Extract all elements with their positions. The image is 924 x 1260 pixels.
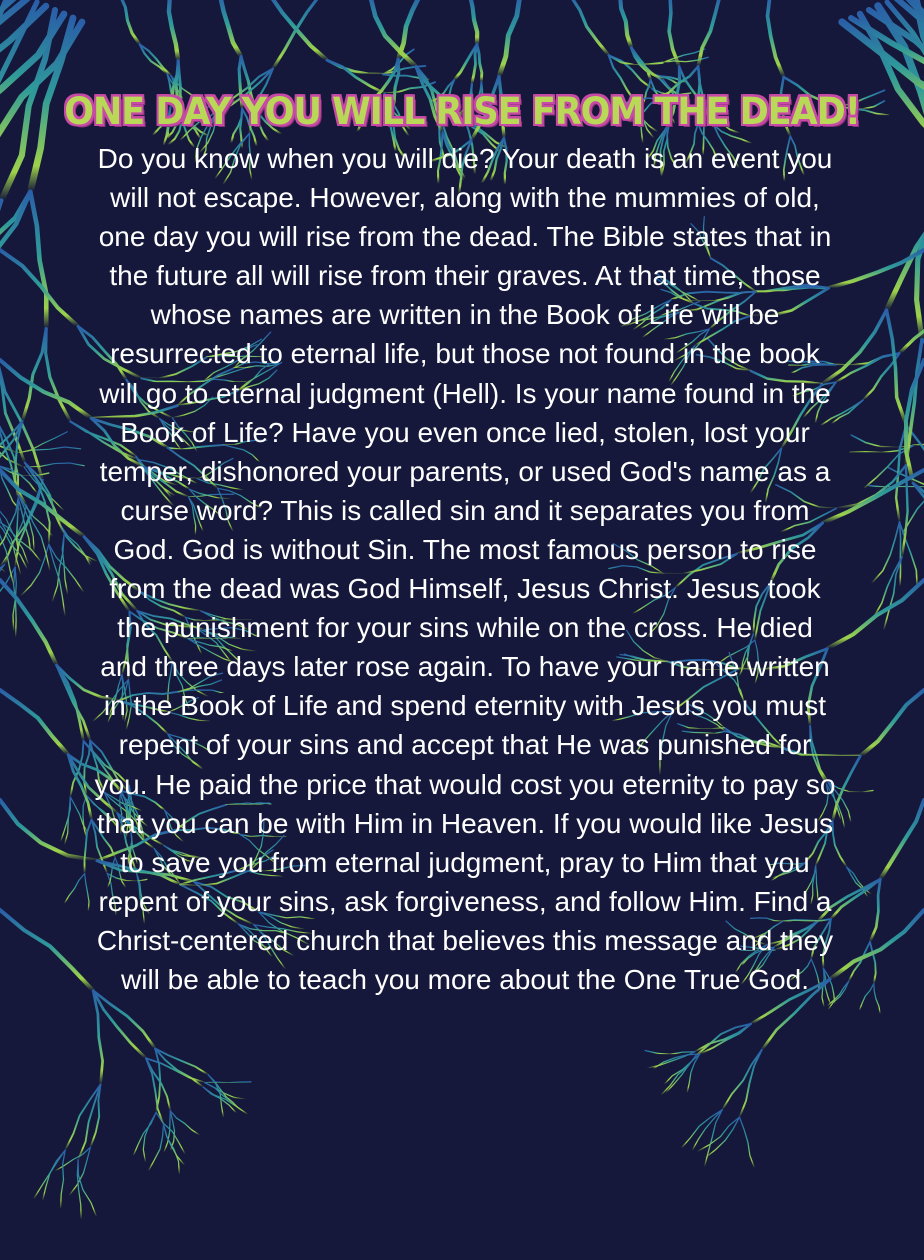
root-branch bbox=[900, 522, 901, 586]
card-body-text: Do you know when you will die? Your death is an event you will not escape. However, along with the mummies of old, one day you will rise from the dead. The Bible states that in the future all will rise from their graves. At that time, those whose names are written in the Book of Life will be resurrected to eternal life, but those not found in the book will go to eternal judgment (Hell). Is your name found in the Book of Life? Have you even once lied, stolen, lost your temper, dishonored your parents, or used God's name as a curse word? This is called sin and it separates you from God. God is without Sin. The most famous person to rise from the dead was God Himself, Jesus Christ. Jesus took the punishment for your sins while on the cross. He died and three days later rose again. To have your name written in the Book of Life and spend eternity with Jesus you must repent of your sins and accept that He was punished for you. He paid the price that would cost you eternity to pay so that you can be with Him in Heaven. If you would like Jesus to save you from eternal judgment, pray to Him that you repent of your sins, ask forgiveness, and follow Him. Find a Christ-centered church that believes this message and they will be able to teach you more about the One True God. bbox=[94, 143, 836, 995]
card-title: ONE DAY YOU WILL RISE FROM THE DEAD! bbox=[64, 90, 860, 134]
